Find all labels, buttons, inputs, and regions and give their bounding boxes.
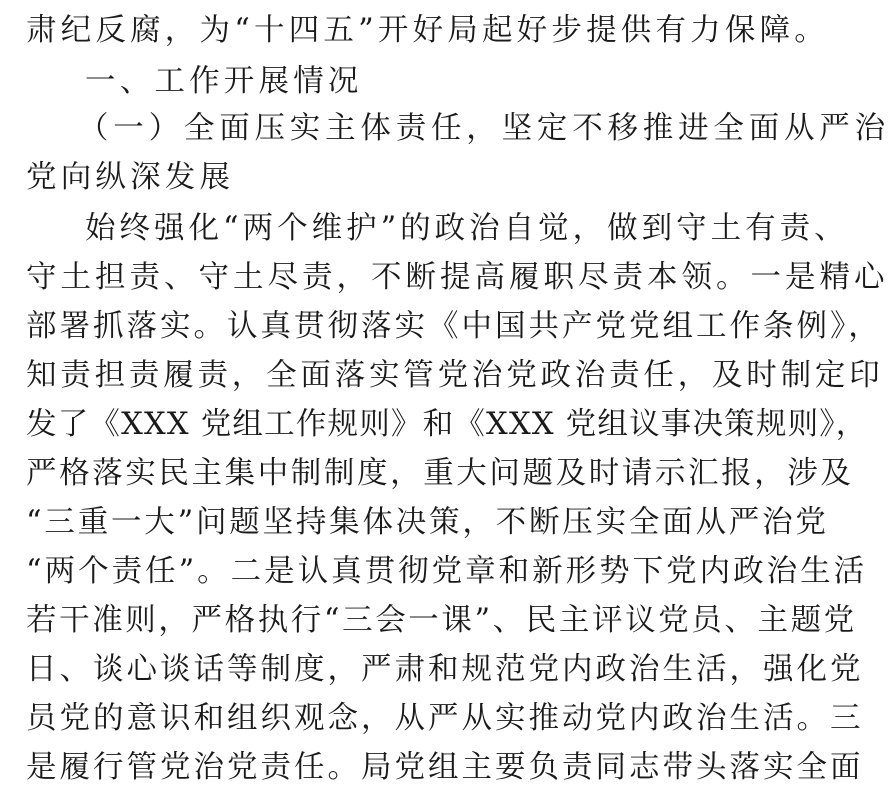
subsection-heading-continued xyxy=(26,155,800,201)
line-text: 一、工作开展情况 xyxy=(85,64,363,99)
line-text: 部署抓落实。认真贯彻落实《中国共产党党组工作条例》， xyxy=(26,309,882,344)
paragraph-line xyxy=(26,8,829,54)
paragraph-line xyxy=(26,353,884,399)
paragraph-line xyxy=(26,745,864,791)
paragraph-line xyxy=(26,549,868,595)
line-text: 党向纵深发展 xyxy=(26,160,235,195)
line-text: 是履行管党治党责任。局党组主要负责同志带头落实全面 xyxy=(26,750,864,785)
line-text: 发了《XXX 党组工作规则》和《XXX 党组议事决策规则》， xyxy=(26,407,868,442)
line-text: 若干准则，严格执行“三会一课”、民主评议党员、主题党 xyxy=(26,603,857,638)
subsection-heading xyxy=(78,106,890,152)
paragraph-line xyxy=(26,402,868,448)
line-text: “三重一大”问题坚持集体决策，不断压实全面从严治党 xyxy=(26,505,829,540)
line-text: （一）全面压实主体责任，坚定不移推进全面从严治 xyxy=(78,111,890,146)
paragraph-line xyxy=(26,598,857,644)
line-text: 日、谈心谈话等制度，严肃和规范党内政治生活，强化党 xyxy=(26,652,864,687)
line-text: “两个责任”。二是认真贯彻党章和新形势下党内政治生活 xyxy=(26,554,868,589)
paragraph-line xyxy=(26,304,882,350)
line-text: 员党的意识和组织观念，从严从实推动党内政治生活。三 xyxy=(26,701,864,736)
line-text: 始终强化“两个维护”的政治自觉，做到守土有责、 xyxy=(85,211,849,246)
paragraph-line xyxy=(26,500,829,546)
line-text: 肃纪反腐，为“十四五”开好局起好步提供有力保障。 xyxy=(26,13,829,48)
paragraph-line xyxy=(26,647,864,693)
line-text: 知责担责履责，全面落实管党治党政治责任，及时制定印 xyxy=(26,358,884,393)
paragraph-line xyxy=(85,206,849,252)
section-heading xyxy=(85,59,800,105)
line-text: 守土担责、守土尽责，不断提高履职尽责本领。一是精心 xyxy=(26,260,889,295)
paragraph-line xyxy=(26,255,889,301)
paragraph-line xyxy=(26,451,854,497)
paragraph-line xyxy=(26,696,864,742)
line-text: 严格落实民主集中制制度，重大问题及时请示汇报，涉及 xyxy=(26,456,854,491)
